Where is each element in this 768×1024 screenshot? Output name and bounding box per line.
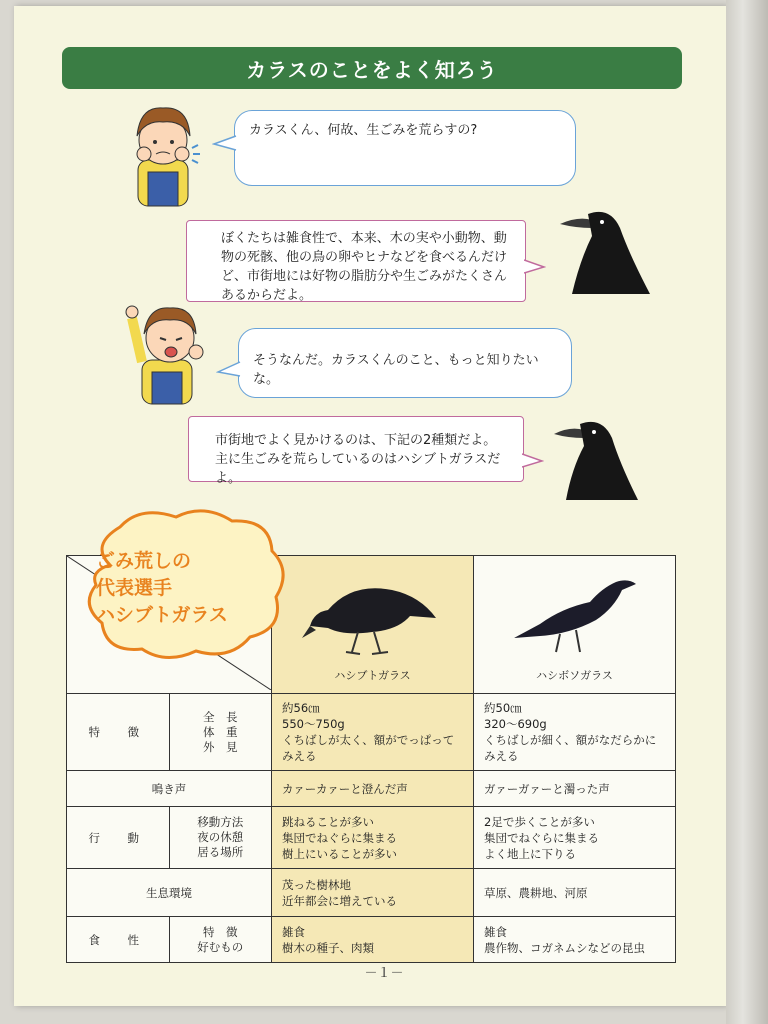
sublabel: 好むもの	[197, 939, 244, 954]
cell-line: カァーカァーと澄んだ声	[282, 781, 408, 796]
row-label-call: 鳴き声	[67, 771, 272, 807]
sublabel: 特 徴	[203, 924, 238, 939]
speech-bubble-crow-1	[186, 220, 526, 302]
cell-hashiboso-behavior	[474, 807, 676, 869]
row-sublabels-behavior	[169, 807, 272, 869]
sublabel: 外 見	[203, 739, 238, 754]
bubble-line: ぼくたちは雑食性で、本来、木の実や小動物、動	[221, 231, 507, 246]
page-number: －１－	[364, 966, 404, 981]
cell-line: 近年都会に増えている	[282, 893, 397, 908]
cell-line: 雑食	[282, 924, 305, 939]
cell-line: 樹上にいることが多い	[282, 846, 397, 861]
bird-name-hashibuto: ハシブトガラス	[334, 669, 411, 682]
cell-line: 2足で歩くことが多い	[484, 814, 595, 829]
cell-line: よく地上に下りる	[484, 846, 576, 861]
cell-hashibuto-diet	[272, 917, 474, 963]
cell-line: 農作物、コガネムシなどの昆虫	[484, 940, 645, 955]
cell-line: 草原、農耕地、河原	[484, 885, 588, 900]
cell-line: 樹木の種子、肉類	[282, 940, 374, 955]
cell-line: 約50㎝	[484, 701, 522, 715]
speech-bubble-boy-1	[234, 110, 576, 186]
sublabel: 移動方法	[197, 815, 244, 829]
cell-line: ガァーガァーと濁った声	[484, 781, 610, 796]
page-title: カラスのことをよく知ろう	[62, 47, 682, 89]
bubble-line: 主に生ごみを荒らしているのはハシブトガラスだよ。	[215, 452, 501, 486]
row-sublabels-diet	[169, 917, 272, 963]
row-sublabels-features	[169, 694, 272, 771]
hashibuto-crow-photo	[302, 568, 442, 660]
row-label-behavior: 行 動	[67, 807, 170, 869]
cell-hashiboso-call	[474, 771, 676, 807]
boy-worried-illustration	[122, 98, 204, 208]
cell-hashibuto-call	[272, 771, 474, 807]
bubble-line: あるからだよ。	[221, 288, 313, 303]
bubble-line: そうなんだ。カラスくんのこと、もっと知りたいな。	[253, 353, 539, 387]
cell-line: 雑食	[484, 924, 507, 939]
cell-line: くちばしが細く、額がなだらかにみえる	[484, 733, 657, 763]
row-label-habitat: 生息環境	[67, 869, 272, 917]
bubble-line: カラスくん、何故、生ごみを荒らすの?	[249, 123, 478, 138]
bubble-tail	[212, 134, 238, 154]
cell-line: 550〜750g	[282, 717, 345, 731]
bubble-tail	[522, 452, 544, 470]
cell-hashibuto-features	[272, 694, 474, 771]
row-label-features: 特 徴	[67, 694, 170, 771]
cloud-line: 代表選手	[96, 577, 173, 599]
hashibuto-header-cell	[272, 556, 474, 694]
hashiboso-crow-photo	[510, 568, 650, 660]
sublabel: 居る場所	[197, 845, 244, 859]
cloud-line: ごみ荒しの	[96, 550, 192, 572]
cell-line: 320〜690g	[484, 717, 547, 731]
cell-line: 集団でねぐらに集まる	[484, 830, 599, 845]
cell-line: 茂った樹林地	[282, 877, 351, 892]
sublabel: 体 重	[203, 724, 238, 739]
cell-hashiboso-features	[474, 694, 676, 771]
sublabel: 夜の休憩	[197, 830, 244, 844]
cell-hashibuto-behavior	[272, 807, 474, 869]
crow-illustration	[558, 206, 654, 296]
bubble-line: 物の死骸、他の鳥の卵やヒナなどを食べるんだけ	[221, 250, 508, 265]
cell-hashiboso-diet	[474, 917, 676, 963]
row-label-diet: 食 性	[67, 917, 170, 963]
cell-line: 集団でねぐらに集まる	[282, 830, 397, 845]
hashiboso-header-cell	[474, 556, 676, 694]
cell-line: 約56㎝	[282, 701, 320, 715]
speech-bubble-boy-2	[238, 328, 572, 398]
bubble-tail	[524, 258, 546, 276]
cell-hashiboso-habitat	[474, 869, 676, 917]
sublabel: 全 長	[203, 709, 238, 724]
cell-hashibuto-habitat	[272, 869, 474, 917]
bird-name-hashiboso: ハシボソガラス	[536, 669, 613, 682]
boy-excited-illustration	[124, 298, 206, 406]
crow-illustration	[552, 414, 642, 502]
speech-bubble-crow-2	[188, 416, 524, 486]
cell-line: 跳ねることが多い	[282, 814, 374, 829]
cell-line: くちばしが太く、額がでっぱってみえる	[282, 733, 455, 763]
cloud-line: ハシブトガラス	[96, 604, 228, 626]
page-stack-edge	[726, 0, 768, 1024]
bubble-line: 市街地でよく見かけるのは、下記の2種類だよ。	[215, 433, 497, 448]
cloud-badge-text	[96, 548, 276, 629]
bubble-tail	[216, 360, 242, 380]
bubble-line: ど、市街地には好物の脂肪分や生ごみがたくさん	[221, 269, 508, 284]
